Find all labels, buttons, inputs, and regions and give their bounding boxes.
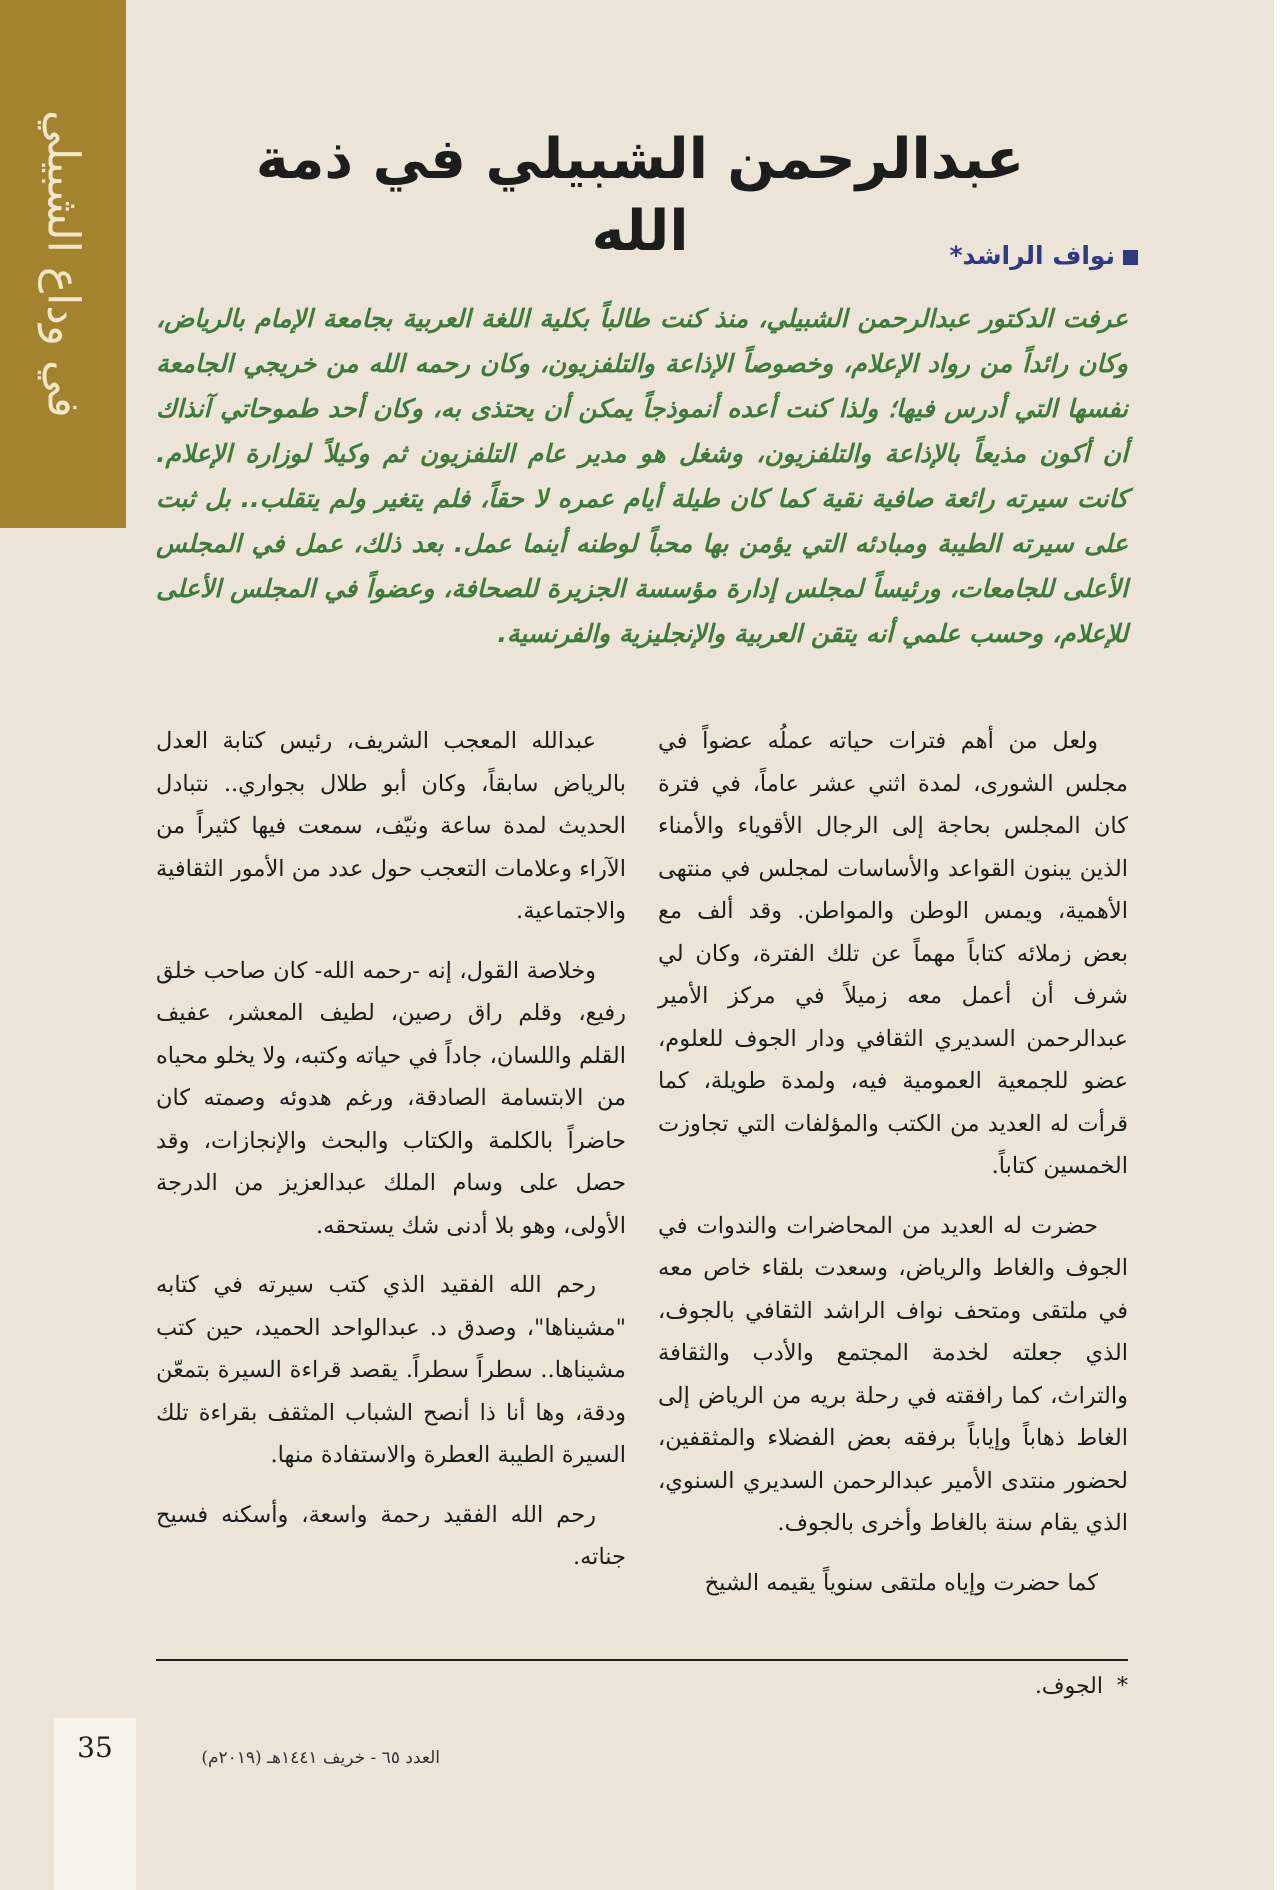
author-name: نواف الراشد* xyxy=(949,241,1115,270)
section-side-tab-label: في وداع الشبيلي xyxy=(37,110,89,418)
footnote-text: الجوف. xyxy=(1034,1674,1103,1699)
paragraph: رحم الله الفقيد رحمة واسعة، وأسكنه فسيح جناته. xyxy=(156,1501,626,1570)
page-edge xyxy=(1274,0,1284,1890)
footnote-divider xyxy=(156,1659,1128,1661)
paragraph: كما حضرت وإياه ملتقى سنوياً يقيمه الشيخ xyxy=(704,1569,1098,1596)
paragraph: عبدالله المعجب الشريف، رئيس كتابة العدل بالرياض سابقاً، وكان أبو طلال بجواري.. نتبادل الحديث لمدة ساعة ونيّف، سمعت فيها كثيراً من الآراء وعلامات التعجب حول عدد من الأمور الثقافية والاجتماعية. xyxy=(156,728,626,924)
article-title: عبدالرحمن الشبيلي في ذمة الله xyxy=(255,127,1025,264)
paragraph: رحم الله الفقيد الذي كتب سيرته في كتابه "مشيناها"، وصدق د. عبدالواحد الحميد، حين كتب مشيناها.. سطراً سطراً. يقصد قراءة السيرة بتمعّن ودقة، وها أنا ذا أنصح الشباب المثقف بقراءة تلك السيرة الطيبة العطرة والاستفادة منها. xyxy=(156,1272,626,1468)
article-column-right xyxy=(658,720,1128,1621)
page-number: 35 xyxy=(77,1731,113,1764)
byline-square-icon xyxy=(1123,250,1138,265)
footnote xyxy=(700,1670,1128,1704)
paragraph: حضرت له العديد من المحاضرات والندوات في الجوف والغاط والرياض، وسعدت بلقاء خاص معه في ملتقى ومتحف نواف الراشد الثقافي بالجوف، الذي جعلته لخدمة المجتمع والأدب والثقافة والتراث، كما رافقته في رحلة بريه من الرياض إلى الغاط ذهاباً وإياباً برفقه بعض الفضلاء والمثقفين، لحضور منتدى الأمير عبدالرحمن السديري السنوي، الذي يقام سنة بالغاط وأخرى بالجوف. xyxy=(658,1212,1128,1536)
article-column-left xyxy=(156,720,626,1596)
paragraph: ولعل من أهم فترات حياته عملُه عضواً في مجلس الشورى، لمدة اثني عشر عاماً، في فترة كان المجلس بحاجة إلى الرجال الأقوياء والأمناء الذين يبنون القواعد والأساسات لمجلس في منتهى الأهمية، ويمس الوطن والمواطن. وقد ألف مع بعض زملائه كتاباً مهماً عن تلك الفترة، وكان لي شرف أن أعمل معه زميلاً في مركز الأمير عبدالرحمن السديري الثقافي ودار الجوف للعلوم، عضو للجمعية العمومية فيه، ولمدة طويلة، كما قرأت له العديد من الكتب والمؤلفات التي تجاوزت الخمسين كتاباً. xyxy=(658,728,1128,1179)
section-side-tab xyxy=(0,0,126,528)
paragraph: وخلاصة القول، إنه -رحمه الله- كان صاحب خلق رفيع، وقلم راق رصين، لطيف المعشر، عفيف القلم واللسان، جاداً في حياته وكتبه، ولا يخلو محياه من الابتسامة الصادقة، ورغم هدوئه وصمته كان حاضراً بالكلمة والكتاب والبحث والإنجازات، وقد حصل على وسام الملك عبدالعزيز من الدرجة الأولى، وهو بلا أدنى شك يستحقه. xyxy=(156,957,626,1239)
author-byline xyxy=(700,240,1138,272)
article-intro: عرفت الدكتور عبدالرحمن الشبيلي، منذ كنت طالباً بكلية اللغة العربية بجامعة الإمام بالرياض، وكان رائداً من رواد الإعلام، وخصوصاً الإذاعة والتلفزيون، وكان رحمه الله من خريجي الجامعة نفسها التي أدرس فيها؛ ولذا كنت أعده أنموذجاً يمكن أن يحتذى به، وكان أحد طموحاتي آنذاك أن أكون مذيعاً بالإذاعة والتلفزيون، وشغل هو مدير عام التلفزيون ثم وكيلاً لوزارة الإعلام. كانت سيرته رائعة صافية نقية كما كان طيلة أيام عمره لا حقاً، فلم يتغير ولم يتقلب.. بل ثبت على سيرته الطيبة ومبادئه التي يؤمن بها محباً لوطنه أينما عمل. بعد ذلك، عمل في المجلس الأعلى للجامعات، ورئيساً لمجلس إدارة مؤسسة الجزيرة للصحافة، وعضواً في المجلس الأعلى للإعلام، وحسب علمي أنه يتقن العربية والإنجليزية والفرنسية. xyxy=(156,304,1128,648)
issue-info: العدد ٦٥ - خريف ١٤٤١هـ (٢٠١٩م) xyxy=(201,1748,440,1768)
footnote-marker: * xyxy=(1117,1674,1128,1699)
